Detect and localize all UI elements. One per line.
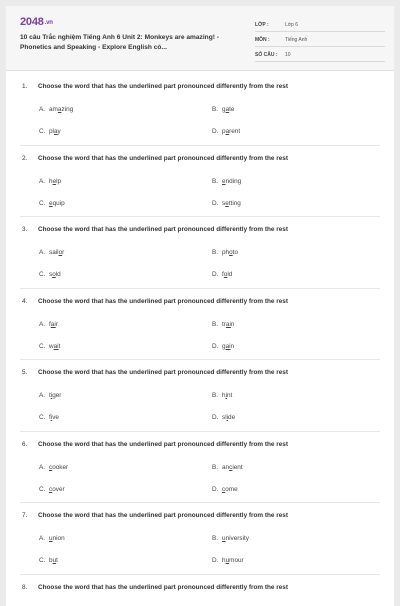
- word-part: t: [56, 557, 58, 564]
- underlined-letters: a: [226, 128, 230, 135]
- word-part: over: [52, 486, 64, 493]
- question-divider: [20, 288, 380, 289]
- word-part: ld: [56, 271, 61, 278]
- answer-option[interactable]: [212, 535, 249, 542]
- option-letter: B.: [212, 392, 222, 399]
- answer-option[interactable]: [39, 249, 64, 256]
- word-part: rent: [229, 128, 240, 135]
- question-prompt: Choose the word that has the underlined part pronounced differently from the rest: [38, 298, 288, 305]
- question-divider: [20, 145, 380, 146]
- word-part: n: [231, 343, 235, 350]
- answer-option[interactable]: [212, 414, 235, 421]
- question-divider: [20, 359, 380, 360]
- answer-option[interactable]: [212, 557, 244, 564]
- question-divider: [20, 502, 380, 503]
- option-letter: C.: [39, 414, 49, 421]
- word-part: h: [222, 392, 226, 399]
- answer-option[interactable]: [212, 106, 234, 113]
- word-part: tting: [229, 200, 241, 207]
- word-part: sail: [49, 249, 59, 256]
- option-letter: C.: [39, 343, 49, 350]
- underlined-letters: e: [222, 178, 226, 185]
- underlined-letters: e: [225, 200, 229, 207]
- word-part: h: [222, 557, 226, 564]
- option-letter: A.: [39, 392, 49, 399]
- meta-grade-label: LỚP :: [255, 22, 269, 28]
- underlined-letters: a: [54, 128, 58, 135]
- answer-option[interactable]: [212, 321, 234, 328]
- underlined-letters: i: [226, 392, 227, 399]
- option-letter: A.: [39, 535, 49, 542]
- logo-text: 2048: [20, 16, 44, 28]
- underlined-letters: c: [49, 464, 52, 471]
- word-part: p: [222, 128, 226, 135]
- word-part: y: [58, 128, 61, 135]
- answer-option[interactable]: [39, 414, 59, 421]
- answer-option[interactable]: [39, 486, 65, 493]
- question-item: [6, 584, 394, 606]
- underlined-letters: a: [226, 106, 230, 113]
- option-letter: C.: [39, 200, 49, 207]
- answer-option[interactable]: [212, 128, 240, 135]
- option-letter: B.: [212, 249, 222, 256]
- word-part: ph: [222, 249, 229, 256]
- word-part: w: [49, 343, 54, 350]
- word-part: quip: [53, 200, 65, 207]
- option-letter: D.: [212, 557, 222, 564]
- document-header: [6, 6, 394, 71]
- option-letter: D.: [212, 414, 222, 421]
- option-word: [49, 271, 61, 278]
- word-part: f: [49, 321, 51, 328]
- document-page: [6, 6, 394, 606]
- option-word: [222, 486, 238, 493]
- question-prompt: Choose the word that has the underlined part pronounced differently from the rest: [38, 584, 288, 591]
- word-part: g: [222, 343, 226, 350]
- underlined-letters: u: [222, 535, 226, 542]
- option-letter: A.: [39, 321, 49, 328]
- meta-subject-label: MÔN :: [255, 37, 270, 43]
- answer-option[interactable]: [39, 178, 61, 185]
- answer-option[interactable]: [212, 200, 241, 207]
- meta-subject-row: [255, 33, 385, 47]
- word-part: ve: [52, 414, 59, 421]
- option-word: [222, 271, 232, 278]
- word-part: sl: [222, 414, 227, 421]
- question-prompt: Choose the word that has the underlined part pronounced differently from the rest: [38, 155, 288, 162]
- word-part: nding: [226, 178, 242, 185]
- word-part: r: [56, 321, 58, 328]
- option-word: [222, 392, 232, 399]
- option-word: [49, 486, 65, 493]
- underlined-letters: ai: [226, 343, 231, 350]
- answer-option[interactable]: [212, 464, 243, 471]
- underlined-letters: a: [58, 106, 62, 113]
- answer-option[interactable]: [39, 271, 61, 278]
- option-letter: D.: [212, 486, 222, 493]
- underlined-letters: i: [51, 414, 52, 421]
- word-part: lp: [56, 178, 61, 185]
- word-part: de: [228, 414, 235, 421]
- answer-option[interactable]: [39, 557, 58, 564]
- underlined-letters: o: [224, 271, 228, 278]
- option-letter: D.: [212, 200, 222, 207]
- question-number: 3.: [22, 226, 27, 233]
- option-letter: B.: [212, 106, 222, 113]
- question-number: 1.: [22, 83, 27, 90]
- word-part: b: [49, 557, 53, 564]
- answer-option[interactable]: [39, 200, 65, 207]
- underlined-letters: o: [52, 271, 56, 278]
- underlined-letters: i: [51, 392, 52, 399]
- option-letter: C.: [39, 557, 49, 564]
- meta-subject-value: Tiếng Anh: [285, 37, 307, 43]
- answer-option[interactable]: [212, 343, 234, 350]
- option-word: [49, 414, 59, 421]
- question-number: 7.: [22, 512, 27, 519]
- answer-option[interactable]: [39, 106, 73, 113]
- answer-option[interactable]: [39, 535, 65, 542]
- underlined-letters: c: [49, 486, 52, 493]
- option-letter: A.: [39, 106, 49, 113]
- document-title: 10 câu Trắc nghiệm Tiếng Anh 6 Unit 2: Monkeys are amazing! - Phonetics and Speaking - Explore English có...: [20, 33, 240, 53]
- option-letter: C.: [39, 128, 49, 135]
- underlined-letters: c: [222, 486, 225, 493]
- answer-option[interactable]: [212, 178, 241, 185]
- answer-option[interactable]: [212, 271, 232, 278]
- option-word: [49, 464, 68, 471]
- logo-tld: .vn: [45, 20, 53, 26]
- question-divider: [20, 216, 380, 217]
- option-word: [49, 128, 61, 135]
- option-letter: B.: [212, 321, 222, 328]
- word-part: t: [59, 343, 61, 350]
- option-word: [222, 414, 235, 421]
- option-letter: C.: [39, 486, 49, 493]
- word-part: nt: [227, 392, 232, 399]
- question-number: 8.: [22, 584, 27, 591]
- answer-option[interactable]: [212, 249, 238, 256]
- meta-count-value: 10: [285, 52, 291, 58]
- word-part: ient: [232, 464, 242, 471]
- option-letter: A.: [39, 178, 49, 185]
- underlined-letters: ai: [226, 321, 231, 328]
- underlined-letters: i: [227, 414, 228, 421]
- meta-grade-row: [255, 18, 385, 32]
- word-part: r: [62, 249, 64, 256]
- word-part: ome: [225, 486, 237, 493]
- answer-option[interactable]: [39, 343, 60, 350]
- question-prompt: Choose the word that has the underlined part pronounced differently from the rest: [38, 83, 288, 90]
- option-word: [222, 200, 241, 207]
- option-word: [222, 128, 240, 135]
- option-word: [49, 178, 61, 185]
- answer-option[interactable]: [212, 486, 238, 493]
- word-part: an: [222, 464, 229, 471]
- answer-option[interactable]: [39, 464, 68, 471]
- option-letter: C.: [39, 271, 49, 278]
- option-word: [49, 106, 73, 113]
- meta-grade-value: Lớp 6: [285, 22, 298, 28]
- option-word: [222, 535, 249, 542]
- question-prompt: Choose the word that has the underlined part pronounced differently from the rest: [38, 441, 288, 448]
- word-part: niversity: [226, 535, 249, 542]
- word-part: s: [49, 271, 52, 278]
- option-word: [222, 178, 241, 185]
- option-word: [222, 249, 238, 256]
- site-logo[interactable]: [20, 16, 53, 28]
- underlined-letters: e: [49, 200, 53, 207]
- word-part: mour: [229, 557, 244, 564]
- option-word: [49, 343, 60, 350]
- option-word: [49, 535, 65, 542]
- option-letter: B.: [212, 464, 222, 471]
- word-part: ld: [227, 271, 232, 278]
- option-word: [222, 557, 244, 564]
- word-part: zing: [61, 106, 73, 113]
- underlined-letters: u: [226, 557, 230, 564]
- word-part: tr: [222, 321, 226, 328]
- question-number: 6.: [22, 441, 27, 448]
- meta-count-row: [255, 48, 385, 62]
- underlined-letters: o: [59, 249, 63, 256]
- word-part: am: [49, 106, 58, 113]
- word-part: s: [222, 200, 225, 207]
- option-letter: D.: [212, 128, 222, 135]
- word-part: te: [229, 106, 234, 113]
- option-word: [49, 557, 58, 564]
- option-letter: B.: [212, 178, 222, 185]
- option-word: [222, 321, 234, 328]
- question-number: 2.: [22, 155, 27, 162]
- underlined-letters: ai: [51, 321, 56, 328]
- word-part: g: [222, 106, 226, 113]
- question-prompt: Choose the word that has the underlined part pronounced differently from the rest: [38, 512, 288, 519]
- answer-option[interactable]: [39, 128, 61, 135]
- underlined-letters: o: [229, 249, 233, 256]
- question-number: 4.: [22, 298, 27, 305]
- word-part: pl: [49, 128, 54, 135]
- option-letter: A.: [39, 464, 49, 471]
- option-letter: B.: [212, 535, 222, 542]
- underlined-letters: u: [53, 557, 57, 564]
- option-word: [49, 321, 58, 328]
- option-word: [222, 106, 234, 113]
- word-part: f: [49, 414, 51, 421]
- question-prompt: Choose the word that has the underlined part pronounced differently from the rest: [38, 226, 288, 233]
- word-part: h: [49, 178, 53, 185]
- word-part: ooker: [52, 464, 68, 471]
- option-letter: A.: [39, 249, 49, 256]
- question-divider: [20, 574, 380, 575]
- option-letter: D.: [212, 343, 222, 350]
- option-word: [49, 392, 61, 399]
- answer-option[interactable]: [39, 392, 61, 399]
- word-part: t: [49, 392, 51, 399]
- word-part: nion: [53, 535, 65, 542]
- underlined-letters: c: [229, 464, 232, 471]
- option-word: [222, 464, 243, 471]
- option-word: [49, 200, 65, 207]
- option-word: [222, 343, 234, 350]
- option-letter: D.: [212, 271, 222, 278]
- word-part: to: [233, 249, 238, 256]
- meta-count-label: SỐ CÂU :: [255, 52, 278, 58]
- question-number: 5.: [22, 369, 27, 376]
- word-part: n: [231, 321, 235, 328]
- option-word: [49, 249, 64, 256]
- underlined-letters: ai: [54, 343, 59, 350]
- underlined-letters: u: [49, 535, 53, 542]
- answer-option[interactable]: [212, 392, 232, 399]
- underlined-letters: e: [53, 178, 57, 185]
- word-part: ger: [52, 392, 61, 399]
- question-prompt: Choose the word that has the underlined part pronounced differently from the rest: [38, 369, 288, 376]
- word-part: f: [222, 271, 224, 278]
- question-divider: [20, 431, 380, 432]
- answer-option[interactable]: [39, 321, 58, 328]
